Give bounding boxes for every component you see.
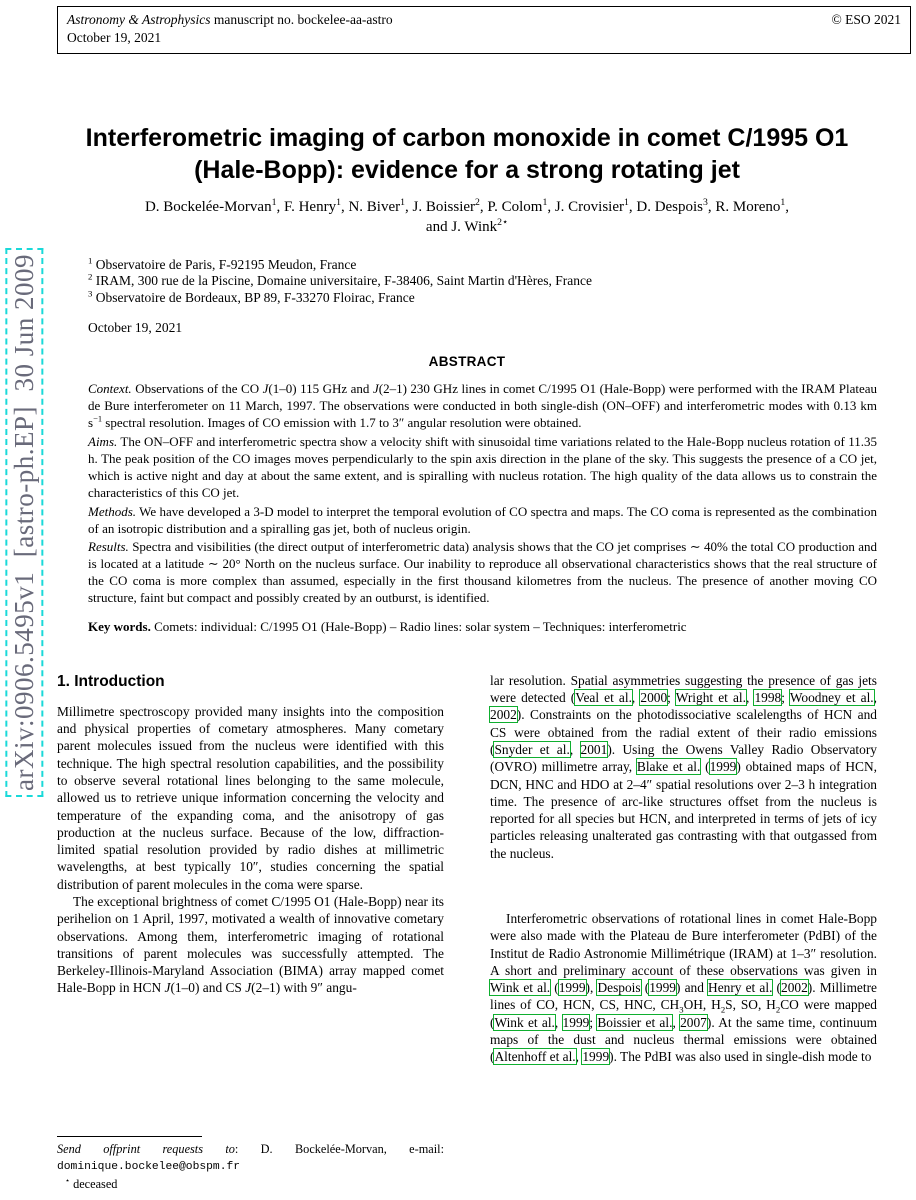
footnote-rule: [57, 1136, 202, 1137]
superscript-text: 1: [271, 197, 277, 208]
citation-link[interactable]: 2001: [580, 742, 608, 757]
abstract-aims-paragraph: Aims. The ON–OFF and interferometric spectra show a velocity shift with sinusoidal time variations related to the Hale-Bopp nucleus rotation of 11.35 h. The peak position of the CO images moves perpendicularly to the spin axis direction in the plane of the sky. This suggests the presence of a CO jet, which is active night and day at about the same extent, and is spiralling with nucleus rotation. The high quality of the data allows us to constrain the characteristics of this CO jet.: [88, 434, 877, 500]
copyright-notice: © ESO 2021: [831, 12, 901, 27]
right-paragraph-1: lar resolution. Spatial asymmetries suggesting the presence of gas jets were detected (Veal et al., 2000; Wright et al., 1998; Woodney et al., 2002). Constraints on the photodissociative scalelengths of HCN and CS were obtained from the radial extent of their radio emissions (Snyder et al., 2001). Using the Owens Valley Radio Observatory (OVRO) millimetre array, Blake et al. (1999) obtained maps of HCN, DCN, HNC and HDO at 2–4″ spatial resolutions over 2–3 h integration time. The presence of arc-like structures offset from the nucleus is reported for all species but HCN, and interpreted in terms of jets of icy particles releasing unalterated gas contrasting with that outgassed from the nucleus.: [490, 672, 878, 861]
superscript-text: −1: [93, 413, 103, 424]
authors-block: [57, 198, 877, 237]
citation-link[interactable]: Boissier et al.: [597, 1014, 673, 1030]
two-column-body: [57, 672, 877, 1066]
arxiv-stamp-link[interactable]: arXiv:0906.5495v1 [astro-ph.EP] 30 Jun 2009: [5, 248, 43, 797]
abstract-results-paragraph: Results. Spectra and visibilities (the direct output of interferometric data) analysis shows that the CO jet comprises ∼ 40% the total CO production and is located at a latitude ∼ 20° North on the nucleus surface. Our inability to reproduce all observational characteristics shows that the real structure of the CO coma is more complex than assumed, especially in the first thousand kilometres from the nucleus. The presence of another moving CO structure, faint but compact and possibly created by an outburst, is identified.: [88, 539, 877, 606]
citation-link[interactable]: Woodney et al.: [789, 690, 874, 706]
affiliation-item: [88, 290, 877, 306]
offprint-requests-line: Send offprint requests to: D. Bockelée-Morvan, e-mail: dominique.bockelee@obspm.fr: [57, 1142, 444, 1174]
citation-link[interactable]: 1999: [649, 980, 676, 996]
superscript-text: 1: [780, 197, 786, 208]
affiliation-item: [88, 273, 877, 289]
intro-paragraph-2: The exceptional brightness of comet C/1995 O1 (Hale-Bopp) near its perihelion on 1 April, 1997, motivated a wealth of innovative cometary observations. Among them, interferometric imaging of rotational transitions of parent molecules was successfully attempted. The Berkeley-Illinois-Maryland Association (BIMA) array mapped comet Hale-Bopp in HCN J(1–0) and CS J(2–1) with 9″ angu-: [57, 893, 444, 996]
section-heading-introduction: 1. Introduction: [57, 672, 165, 690]
superscript-text: 1: [336, 197, 341, 208]
authors-line-2: and J. Wink$^{2⋆}$: [425, 216, 509, 235]
deceased-note: ⋆ deceased: [65, 1176, 118, 1192]
italic-text: Aims.: [88, 434, 118, 450]
authors-line-1: D. Bockelée-Morvan$^1$, F. Henry$^1$, N. Biver$^1$, J. Boissier$^2$, P. Colom$^1$, J. Crovisier$^1$, D. Despois$^3$, R. Moreno$^1$,: [144, 197, 790, 215]
citation-link[interactable]: Veal et al.: [575, 690, 632, 706]
affiliation-number: 3: [88, 288, 93, 299]
citation-link[interactable]: 2002: [490, 707, 517, 723]
affiliation-number: 2: [88, 271, 93, 282]
citation-link[interactable]: Wink et al.: [490, 980, 551, 996]
footnote-block: [57, 1136, 444, 1192]
citation-link[interactable]: 1999: [582, 1049, 610, 1065]
superscript-text: 3: [703, 197, 708, 208]
intro-paragraph-1: Millimetre spectroscopy provided many insights into the composition and physical properties of cometary atmospheres. Many cometary parent molecules issued from the nucleus were identified with this technique. The high spectral resolution capabilities, and the possibility to observe several rotational lines belonging to the same molecule, allowed us to retrieve unique information concerning the velocity and temperature of the expanding coma, and the anisotropy of gas production at the nucleus surface. Because of the low, diffraction-limited spatial resolution provided by radio dishes at millimetric wavelengths, at best typically 10″, studies concerning the spatial distribution of parent molecules in the coma were sparse.: [57, 703, 444, 892]
right-paragraph-2: Interferometric observations of rotational lines in comet Hale-Bopp were also made with the Plateau de Bure interferometer (PdBI) of the Institut de Radio Astronomie Millimétrique (IRAM) at 1–3″ resolution. A short and preliminary account of these observations was given in Wink et al. (1999), Despois (1999) and Henry et al. (2002). Millimetre lines of CO, HCN, CS, HNC, $CH_3OH$, $H_2S$, SO, $H_2CO$ were mapped (Wink et al., 1999; Boissier et al., 2007). At the same time, continuum maps of the dust and nucleus thermal emissions were obtained (Altenhoff et al., 1999). The PdBI was also used in single-dish mode to: [490, 910, 877, 1065]
citation-link[interactable]: 1999: [709, 759, 737, 775]
superscript-text: ⋆: [65, 1176, 70, 1186]
superscript-text: 1: [542, 197, 548, 208]
affiliation-text: Observatoire de Bordeaux, BP 89, F-33270 Floirac, France: [95, 289, 415, 305]
italic-text: J: [245, 980, 252, 996]
keywords-line: Key words. Comets: individual: C/1995 O1 (Hale-Bopp) – Radio lines: solar system – Techniques: interferometric: [88, 618, 687, 634]
abstract-heading: ABSTRACT: [428, 354, 506, 370]
citation-link[interactable]: 2007: [680, 1014, 707, 1030]
citation-link[interactable]: 2002: [781, 980, 808, 996]
affiliations-list: [88, 257, 877, 306]
citation-link[interactable]: 2000: [640, 690, 668, 706]
subscript-text: 3: [679, 1005, 684, 1016]
citation-link[interactable]: Blake et al.: [636, 759, 701, 775]
abstract-context-paragraph: Context. Observations of the CO J(1–0) 115 GHz and J(2–1) 230 GHz lines in comet C/1995 O1 (Hale-Bopp) were performed with the IRAM Plateau de Bure interferometer on 11 March, 1997. The observations were conducted in both single-dish (ON–OFF) and interferometric modes with 0.13 km $s^{-1}$ spectral resolution. Images of CO emission with 1.7 to 3″ angular resolution were obtained.: [88, 381, 877, 431]
citation-link[interactable]: 1999: [562, 1014, 590, 1030]
superscript-text: 2: [475, 197, 480, 208]
italic-text: J: [262, 381, 269, 397]
email-link[interactable]: dominique.bockelee@obspm.fr: [57, 1161, 241, 1174]
submission-date: October 19, 2021: [88, 320, 183, 336]
affiliation-item: [88, 257, 877, 273]
italic-text: Send offprint requests to: [57, 1142, 235, 1156]
italic-text: J: [372, 381, 379, 397]
citation-link[interactable]: Wink et al.: [494, 1014, 555, 1030]
italic-text: J: [164, 980, 171, 996]
abstract-methods-paragraph: Methods. We have developed a 3-D model to interpret the temporal evolution of CO spectra and maps. The CO coma is represented as the combination of an isotropic distribution and a spiralling gas jet, both of nucleus origin.: [88, 503, 877, 536]
journal-manuscript-line: Astronomy & Astrophysics manuscript no. bockelee-aa-astro: [67, 12, 393, 27]
citation-link[interactable]: 1998: [754, 690, 782, 706]
superscript-text: 2⋆: [497, 216, 509, 228]
affiliation-text: IRAM, 300 rue de la Piscine, Domaine universitaire, F-38406, Saint Martin d'Hères, France: [95, 273, 592, 289]
affiliation-text: Observatoire de Paris, F-92195 Meudon, France: [95, 257, 357, 272]
superscript-text: 1: [623, 197, 629, 208]
subscript-text: 2: [775, 1005, 781, 1016]
subscript-text: 2: [720, 1005, 726, 1016]
citation-link[interactable]: 1999: [558, 980, 586, 996]
superscript-text: 1: [400, 197, 406, 208]
citation-link[interactable]: Snyder et al.: [494, 742, 570, 757]
citation-link[interactable]: Despois: [597, 980, 641, 996]
abstract-block: [88, 381, 877, 607]
paper-body: [57, 122, 877, 1066]
italic-text: Results.: [88, 539, 129, 555]
italic-text: Astronomy & Astrophysics: [67, 12, 211, 27]
citation-link[interactable]: Altenhoff et al.: [494, 1049, 576, 1065]
left-column: [57, 672, 444, 1066]
italic-text: Context.: [88, 381, 132, 397]
header-date: October 19, 2021: [67, 30, 162, 46]
bold-text: Key words.: [88, 618, 151, 634]
affiliation-number: 1: [88, 255, 93, 266]
citation-link[interactable]: Henry et al.: [708, 980, 773, 996]
italic-text: Methods.: [88, 503, 137, 519]
right-column: [490, 672, 877, 1066]
paper-title-line-2: (Hale-Bopp): evidence for a strong rotating jet: [194, 156, 740, 184]
manuscript-header-box: [57, 6, 911, 54]
paper-title-line-1: Interferometric imaging of carbon monoxide in comet C/1995 O1: [85, 124, 849, 152]
citation-link[interactable]: Wright et al.: [675, 690, 746, 706]
